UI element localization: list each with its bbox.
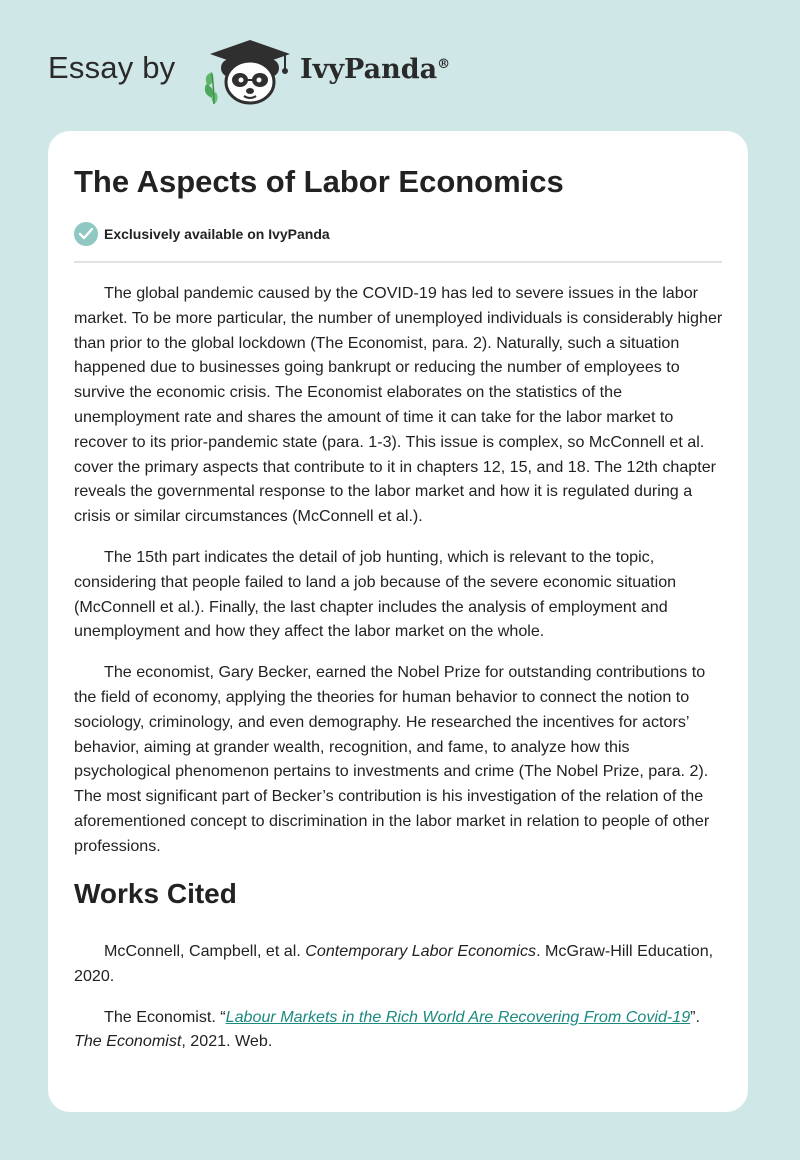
essay-body (74, 281, 724, 875)
panda-logo-icon[interactable] (200, 38, 300, 106)
citation-link[interactable]: Labour Markets in the Rich World Are Recovering From Covid-19 (225, 1007, 691, 1026)
citation: The Economist. “Labour Markets in the Rich World Are Recovering From Covid-19”. The Economist, 2021. Web. (74, 1007, 700, 1051)
page-title: The Aspects of Labor Economics (74, 164, 564, 199)
works-cited-list (74, 939, 714, 1070)
essay-by-label: Essay by (48, 50, 176, 85)
divider (74, 261, 722, 263)
paragraph: The global pandemic caused by the COVID-19 has led to severe issues in the labor market. To be more particular, the number of unemployed individuals is considerably higher than prior to the global lockdown (The Economist, para. 2). Naturally, such a situation happened due to businesses going bankrupt or reducing the number of employees to survive the economic crisis. The Economist elaborates on the statistics of the unemployment rate and shares the amount of time it can take for the labor market to recover to its prior-pandemic state (para. 1-3). This issue is complex, so McConnell et al. cover the primary aspects that contribute to it in chapters 12, 15, and 18. The 12th chapter reveals the governmental response to the labor market and how it is regulated during a crisis or similar circumstances (McConnell et al.). (74, 284, 723, 526)
brand-name[interactable]: IvyPanda® (300, 54, 451, 85)
works-cited-heading: Works Cited (74, 878, 237, 909)
check-icon (74, 222, 98, 246)
essay-card (48, 131, 748, 1112)
citation: McConnell, Campbell, et al. Contemporary Labor Economics. McGraw-Hill Education, 2020. (74, 942, 714, 985)
site-header (48, 38, 508, 108)
paragraph: The economist, Gary Becker, earned the Nobel Prize for outstanding contributions to the field of economy, applying the theories for human behavior to connect the notion to sociology, criminology, and even demography. He researched the incentives for actors’ behavior, aiming at grander wealth, recognition, and fame, to analyze how this psychological phenomenon pertains to investments and crime (The Nobel Prize, para. 2). The most significant part of Becker’s contribution is his investigation of the relation of the aforementioned concept to discrimination in the labor market in relation to people of other professions. (74, 663, 710, 855)
exclusive-badge (74, 222, 330, 246)
paragraph: The 15th part indicates the detail of job hunting, which is relevant to the topic, considering that people failed to land a job because of the severe economic situation (McConnell et al.). Finally, the last chapter includes the analysis of employment and unemployment and how they affect the labor market on the whole. (74, 547, 677, 641)
badge-text: Exclusively available on IvyPanda (104, 226, 330, 242)
